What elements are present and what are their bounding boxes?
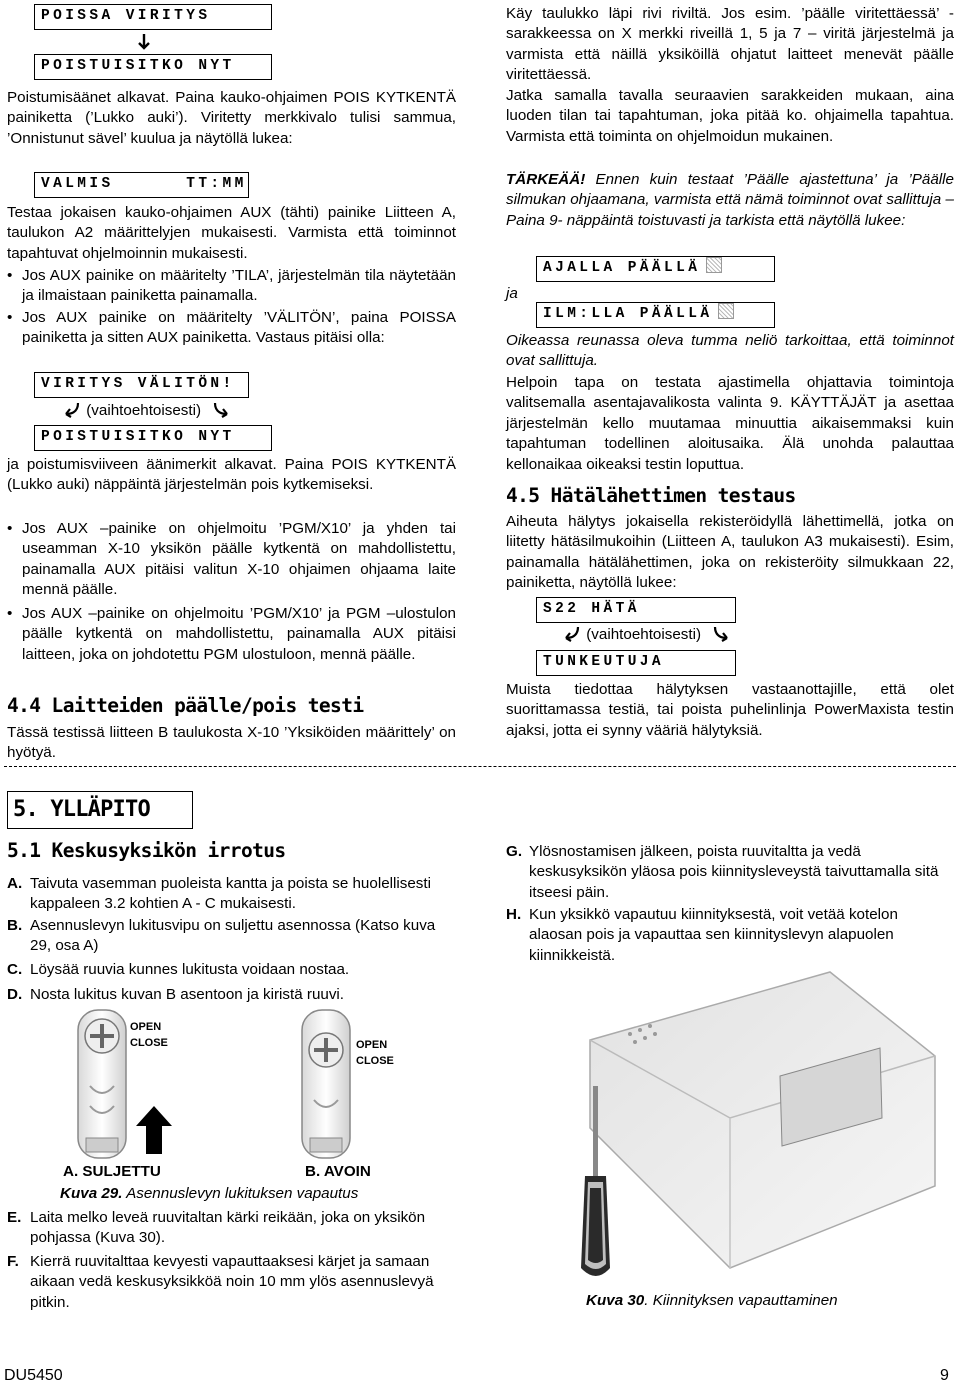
lcd-display-poissa-viritys: POISSA VIRITYS	[34, 4, 272, 30]
open-label-b: OPEN	[356, 1039, 388, 1051]
heading-4-4: 4.4 Laitteiden päälle/pois testi	[7, 694, 364, 717]
curved-arrow-right-icon-2	[711, 624, 731, 642]
paragraph-timer-test: Helpoin tapa on testata ajastimella ohjattavia toimintoja valitsemalla asentajavalikosta valinta 9. KÄYTTÄJÄT ja asettaa järjestelmän kello muutamaa minuuttia aikaisemmaksi kuin tapahtuman todellinen aloitusaika. Älä unohda palauttaa kellonaikaa oikeaksi testin loputtua.	[506, 374, 954, 473]
lever-open	[302, 1010, 350, 1158]
bullet-aux-valiton: • Jos AUX painike on määritelty ’VÄLITÖN’, paina POISSA painiketta ja sitten AUX painiketta. Vastaus pitäisi olla:	[7, 308, 456, 349]
lcd-display-valmis: VALMIS TT:MM	[34, 172, 249, 198]
enabled-square-icon-2	[718, 303, 734, 319]
list-item-b: B. Asennuslevyn lukitusvipu on suljettu asennossa (Katso kuva 29, osa A)	[7, 917, 436, 955]
enabled-square-icon	[706, 257, 722, 273]
paragraph-important	[506, 170, 954, 231]
alternative-label: (vaihtoehtoisesti)	[86, 402, 202, 419]
paragraph-emergency-test: Aiheuta hälytys jokaisella rekisteröidyllä lähettimellä, jotka on liitetty hätäsilmukoihin (Liitteen A, taulukon A3 mukaisesti). Esim, painamalla hätälähettimen, joka on rekisteröity silmukkaan 22, painiketta, näytöllä lukee:	[506, 513, 954, 592]
section-5-title: 5. YLLÄPITO	[13, 797, 150, 822]
figure-29-label-b: B. AVOIN	[305, 1163, 371, 1180]
close-label-a: CLOSE	[130, 1037, 168, 1049]
figure-29-caption: Kuva 29. Asennuslevyn lukituksen vapautus	[60, 1185, 359, 1202]
arrow-up-icon	[136, 1106, 172, 1154]
lcd-display-ajalla-paalla: AJALLA PÄÄLLÄ	[536, 256, 775, 282]
list-item-g: G. Ylösnostamisen jälkeen, poista ruuvitaltta ja vedä keskusyksikön yläosa pois kiinnitysleveystä taivuttamalla sitä itseesi päin.	[506, 843, 939, 901]
list-item-a: A. Taivuta vasemman puoleista kantta ja poista se huolellisesti kappaleen 3.2 kohtien A - C mukaisesti.	[7, 875, 431, 913]
list-item-h: H. Kun yksikkö vapautuu kiinnityksestä, voit vetää kotelon alaosan pois ja vapauttaa sen kiinnityslevyn alapuolen kiinnikkeistä.	[506, 906, 898, 964]
section-5-title-box	[7, 791, 193, 829]
list-item-f: F. Kierrä ruuvitalttaa kevyesti vapauttaaksesi kärjet ja samaan aikaan vedä keskusyksikköä noin 10 mm ylös asennuslevyä pitkin.	[7, 1253, 434, 1311]
bullet-aux-tila: • Jos AUX painike on määritelty ’TILA’, järjestelmän tila näytetään ja ilmaistaan painiketta painamalla.	[7, 266, 456, 307]
figure-29-lock-lever	[60, 1008, 400, 1163]
important-label: TÄRKEÄÄ!	[506, 171, 586, 188]
lcd-display-viritys-valiton: VIRITYS VÄLITÖN!	[34, 372, 249, 398]
footer-page-number: 9	[940, 1367, 949, 1384]
heading-5-1: 5.1 Keskusyksikön irrotus	[7, 839, 286, 862]
paragraph-x10-table: Tässä testissä liitteen B taulukosta X-10 ’Yksiköiden määrittely’ on hyötyä.	[7, 724, 456, 762]
close-label-b: CLOSE	[356, 1055, 394, 1067]
section-divider	[4, 766, 956, 767]
lcd-display-s22-hata: S22 HÄTÄ	[536, 597, 736, 623]
figure-30-control-panel	[530, 968, 950, 1286]
paragraph-dark-square: Oikeassa reunassa oleva tumma neliö tarkoittaa, että toiminnot ovat sallittuja.	[506, 332, 954, 370]
arrow-down-icon	[136, 33, 152, 51]
curved-arrow-left-icon	[62, 400, 82, 418]
lcd-display-poistuisitko-nyt-2: POISTUISITKO NYT	[34, 425, 272, 451]
bullet-aux-pgm-x10: • Jos AUX –painike on ohjelmoitu ’PGM/X10’ ja yhden tai useamman X-10 yksikön päälle kytkentä on mahdollistettu, painamalla AUX pitäisi valitun X-10 ohjaimen ohjaama laite mennä päälle.	[7, 519, 456, 601]
paragraph-exit-sounds: Poistumisäänet alkavat. Paina kauko-ohjaimen POIS KYTKENTÄ painiketta (’Lukko auki’). Viritetty merkkivalo tulisi sammua, ’Onnistunut sävel’ kuulua ja näytöllä lukea:	[7, 89, 456, 147]
figure-29-label-a: A. SULJETTU	[63, 1163, 161, 1180]
list-item-d: D. Nosta lukitus kuvan B asentoon ja kiristä ruuvi.	[7, 986, 345, 1003]
bullet-aux-pgm-output: • Jos AUX –painike on ohjelmoitu ’PGM/X10’ ja PGM –ulostulon päälle kytkentä on mahdollistettu, painamalla AUX pitäisi laitteen, joka on johdotettu PGM ulostuloon, mennä päälle.	[7, 604, 456, 665]
connector-ja: ja	[506, 285, 518, 302]
open-label-a: OPEN	[130, 1021, 162, 1033]
paragraph-table-walkthrough: Käy taulukko läpi rivi riviltä. Jos esim. ’päälle viritettäessä’ -sarakkeessa on X merkki riveillä 1, 5 ja 7 – viritä järjestelmä ja varmista että näillä yksiköillä ohjatut laitteet menevät päälle viritettäessä.	[506, 5, 954, 84]
curved-arrow-right-icon	[211, 400, 231, 418]
curved-arrow-left-icon-2	[562, 624, 582, 642]
lever-closed	[78, 1010, 126, 1158]
figure-30-caption: Kuva 30. Kiinnityksen vapauttaminen	[586, 1292, 838, 1309]
alternative-label-2: (vaihtoehtoisesti)	[586, 626, 702, 643]
lcd-display-ilm-lla-paalla: ILM:LLA PÄÄLLÄ	[536, 302, 775, 328]
footer-doc-number: DU5450	[4, 1367, 63, 1384]
lcd-display-poistuisitko-nyt: POISTUISITKO NYT	[34, 54, 272, 80]
paragraph-continue-columns: Jatka samalla tavalla seuraavien sarakkeiden mukaan, aina luoden tilan tai tapahtuman, joka pitää ko. ohjaimella tapahtua. Varmista että toiminta on ohjelmoidun mukainen.	[506, 87, 954, 145]
list-item-c: C. Löysää ruuvia kunnes lukitusta voidaan nostaa.	[7, 961, 350, 978]
paragraph-exit-delay: ja poistumisviiveen äänimerkit alkavat. Paina POIS KYTKENTÄ (Lukko auki) näppäintä järjestelmän pois kytkemiseksi.	[7, 456, 456, 494]
alternative-row	[62, 400, 231, 420]
list-item-e: E. Laita melko leveä ruuvitaltan kärki reikään, joka on yksikön pohjassa (Kuva 30).	[7, 1209, 426, 1247]
heading-4-5: 4.5 Hätälähettimen testaus	[506, 484, 796, 507]
alternative-row-2	[562, 624, 731, 644]
paragraph-test-aux: Testaa jokaisen kauko-ohjaimen AUX (tähti) painike Liitteen A, taulukon A2 määrittelyjen mukaisesti. Varmista että toiminnot tapahtuvat ohjelmoinnin mukaisesti.	[7, 204, 456, 262]
lcd-display-tunkeutuja: TUNKEUTUJA	[536, 650, 736, 676]
important-text: Ennen kuin testaat ’Päälle ajastettuna’ ja ’Päälle silmukan ohjaamana, varmista että nämä toiminnot ovat sallittuja – Paina 9- näppäintä toistuvasti ja tarkista että näytöllä lukee:	[506, 171, 954, 229]
paragraph-notify-receivers: Muista tiedottaa hälytyksen vastaanottajille, että olet suorittamassa testiä, tai poista puhelinlinja PowerMaxista testin ajaksi, jotta ei synny vääriä hälytyksiä.	[506, 681, 954, 739]
